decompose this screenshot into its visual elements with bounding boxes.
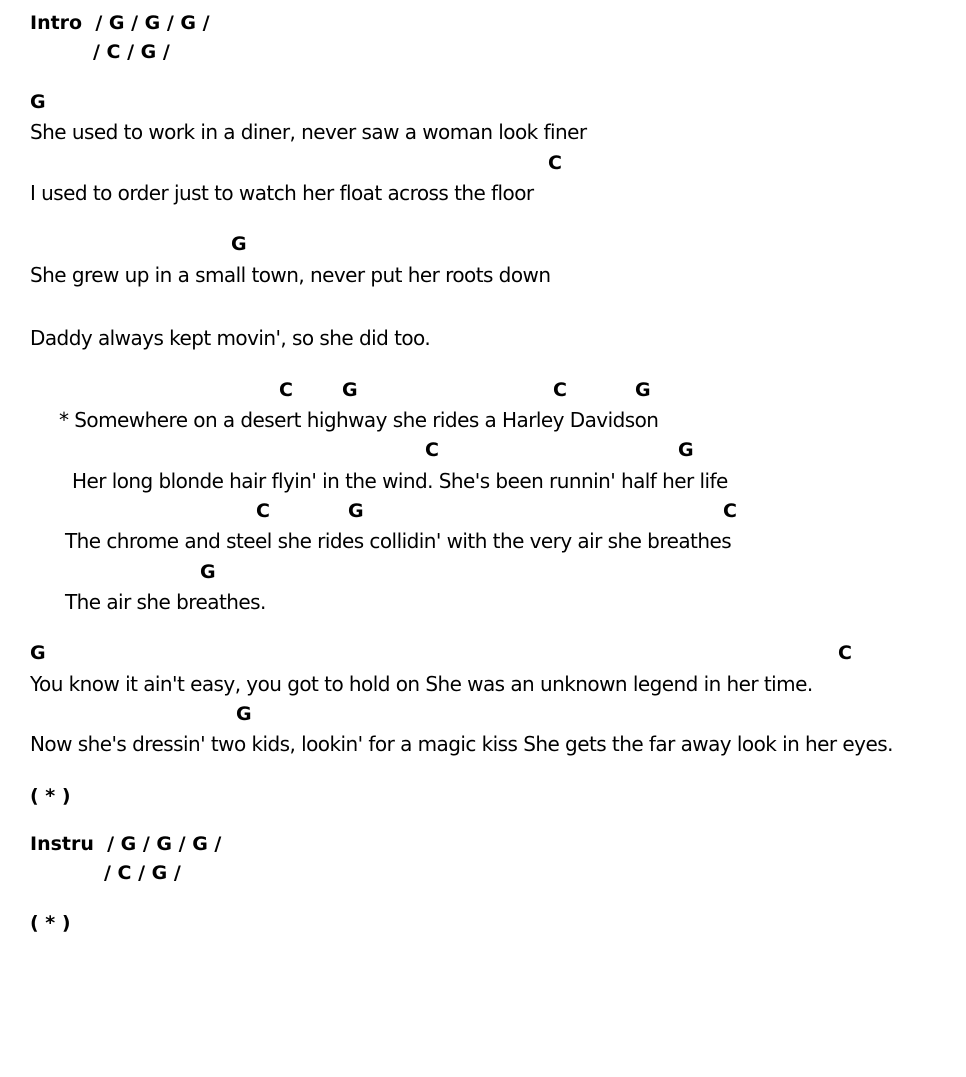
lyric-line: You know it ain't easy, you got to hold on She was an unknown legend in her time. — [30, 672, 813, 696]
chord-label: C — [425, 439, 439, 461]
chord-label: C — [548, 152, 562, 174]
lyric-line: The air she breathes. — [65, 590, 266, 614]
chord-label: C — [256, 500, 270, 522]
intro-line-1: Intro / G / G / G / — [30, 12, 210, 34]
lyric-line: She used to work in a diner, never saw a woman look finer — [30, 120, 587, 144]
lyric-line: Her long blonde hair flyin' in the wind. She's been runnin' half her life — [72, 469, 728, 493]
lyric-line: * Somewhere on a desert highway she rides a Harley Davidson — [59, 408, 659, 432]
chord-label: C — [553, 379, 567, 401]
chorus-repeat-marker: ( * ) — [30, 785, 71, 807]
intro-line-2: / C / G / — [93, 41, 170, 63]
chord-label: C — [838, 642, 852, 664]
chord-label: C — [279, 379, 293, 401]
chord-label: G — [342, 379, 358, 401]
chord-label: G — [231, 233, 247, 255]
chord-label: G — [635, 379, 651, 401]
lyric-line: The chrome and steel she rides collidin' with the very air she breathes — [65, 529, 732, 553]
lyric-line: Daddy always kept movin', so she did too. — [30, 326, 431, 350]
chord-label: G — [200, 561, 216, 583]
lyric-line: I used to order just to watch her float across the floor — [30, 181, 534, 205]
chord-label: G — [678, 439, 694, 461]
chord-label: G — [30, 642, 46, 664]
lyric-line: Now she's dressin' two kids, lookin' for a magic kiss She gets the far away look in her eyes. — [30, 732, 893, 756]
chord-label: G — [348, 500, 364, 522]
chorus-repeat-marker: ( * ) — [30, 912, 71, 934]
instru-line-1: Instru / G / G / G / — [30, 833, 222, 855]
instru-line-2: / C / G / — [104, 862, 181, 884]
chord-label: G — [236, 703, 252, 725]
lyric-line: She grew up in a small town, never put her roots down — [30, 263, 551, 287]
chord-label: C — [723, 500, 737, 522]
chord-label: G — [30, 91, 46, 113]
